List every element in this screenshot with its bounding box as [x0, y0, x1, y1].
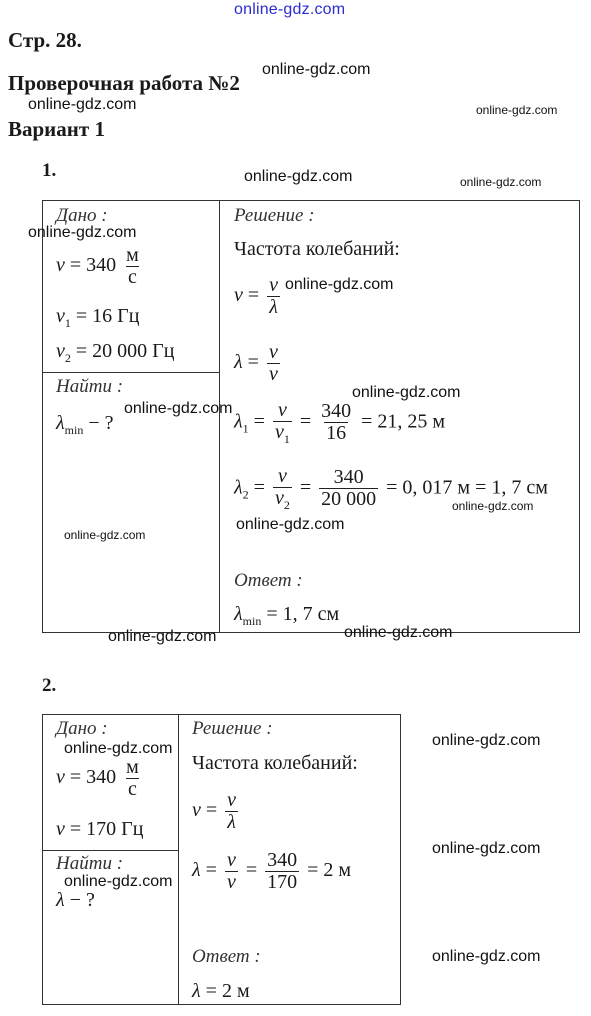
problem2-find-label: Найти : — [56, 853, 124, 874]
watermark-text: online-gdz.com — [432, 948, 541, 965]
problem1-given-nu1: $\nu_1 = 16$ Гц — [56, 305, 140, 330]
problem1-given-find-divider — [42, 372, 220, 373]
problem2-find-value: λ − ? — [56, 889, 95, 911]
problem2-given-speed: v = 340 $\frac{м}{с}$ — [56, 756, 139, 800]
problem2-answer-label: Ответ : — [192, 946, 261, 967]
page-title: Проверочная работа №2 — [8, 71, 240, 95]
watermark-text: online-gdz.com — [28, 224, 137, 241]
page-number: Стр. 28. — [8, 28, 82, 52]
problem2-given-find-divider — [42, 850, 179, 851]
problem2-given-nu: ν = 170 Гц — [56, 818, 144, 840]
problem2-answer-value: λ = 2 м — [192, 980, 250, 1002]
watermark-text: online-gdz.com — [476, 103, 558, 117]
watermark-text: online-gdz.com — [28, 96, 137, 113]
problem1-formula-lambda: λ = $\frac{v}{\nu}$ — [234, 341, 278, 385]
problem1-given-label: Дано : — [56, 205, 108, 226]
problem2-number: 2. — [42, 675, 57, 696]
watermark-text: online-gdz.com — [64, 873, 173, 890]
watermark-text: online-gdz.com — [124, 400, 233, 417]
problem1-calc-lambda1: $\lambda_1$ = $\frac{v}{\nu_1}$ = $\frac{340}{16}$ = 21, 25 м — [234, 399, 446, 446]
watermark-text: online-gdz.com — [244, 168, 353, 185]
problem1-formula-nu: ν = $\frac{v}{\lambda}$ — [234, 274, 279, 318]
watermark-text: online-gdz.com — [64, 740, 173, 757]
watermark-text: online-gdz.com — [64, 528, 146, 542]
problem1-number: 1. — [42, 160, 57, 181]
problem1-given-speed: v = 340 $\frac{м}{с}$ — [56, 244, 139, 288]
watermark-text: online-gdz.com — [452, 499, 534, 513]
problem1-given-nu2: $\nu_2 = 20$ 000 Гц — [56, 340, 175, 365]
problem1-answer-label: Ответ : — [234, 570, 303, 591]
watermark-text: online-gdz.com — [285, 276, 394, 293]
watermark-text: online-gdz.com — [432, 732, 541, 749]
problem1-find-label: Найти : — [56, 376, 124, 397]
watermark-text: online-gdz.com — [460, 175, 542, 189]
problem1-answer-value: $\lambda_{min} = 1$, 7 см — [234, 603, 340, 628]
watermark-text: online-gdz.com — [236, 516, 345, 533]
variant-heading: Вариант 1 — [8, 117, 105, 141]
watermark-text: online-gdz.com — [352, 384, 461, 401]
problem2-solution-label: Решение : — [192, 718, 273, 739]
problem1-calc-lambda2: $\lambda_2$ = $\frac{v}{\nu_2}$ = $\frac{340}{20 000}$ = 0, 017 м = 1, 7 см — [234, 465, 548, 512]
problem2-divider — [178, 714, 179, 1005]
problem1-solution-label: Решение : — [234, 205, 315, 226]
problem2-freq-title: Частота колебаний: — [192, 752, 358, 774]
site-watermark-top: online-gdz.com — [234, 1, 346, 18]
problem1-freq-title: Частота колебаний: — [234, 238, 400, 260]
watermark-text: online-gdz.com — [344, 624, 453, 641]
problem1-find-value: $\lambda_{min}$ − ? — [56, 412, 114, 437]
watermark-text: online-gdz.com — [432, 840, 541, 857]
watermark-text: online-gdz.com — [262, 61, 371, 78]
problem2-formula-nu: ν = $\frac{v}{\lambda}$ — [192, 789, 237, 833]
problem2-calc-lambda: λ = $\frac{v}{\nu}$ = $\frac{340}{170}$ = 2 м — [192, 849, 352, 893]
problem2-given-label: Дано : — [56, 718, 108, 739]
watermark-text: online-gdz.com — [108, 628, 217, 645]
